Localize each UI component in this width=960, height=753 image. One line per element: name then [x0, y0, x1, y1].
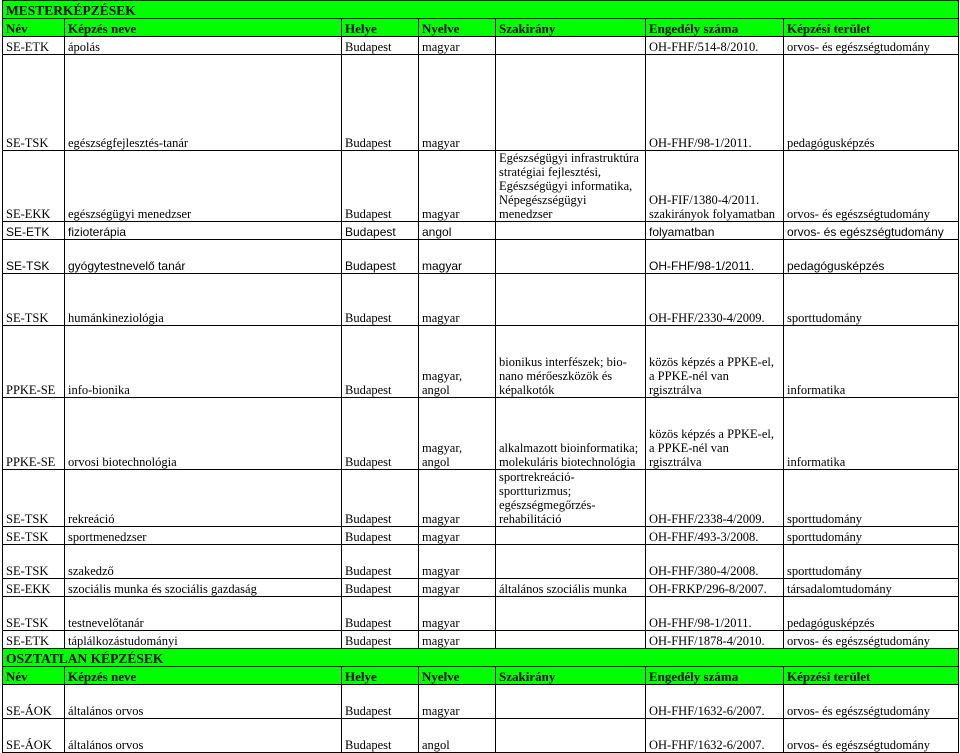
table-cell: orvos- és egészségtudomány — [784, 37, 959, 55]
table-cell: orvos- és egészségtudomány — [784, 631, 959, 649]
table-cell: orvos- és egészségtudomány — [784, 719, 959, 753]
column-header: Szakirány — [496, 19, 646, 37]
table-cell: humánkineziológia — [65, 274, 342, 326]
table-cell: informatika — [784, 398, 959, 470]
column-header: Képzési terület — [784, 19, 959, 37]
table-cell: SE-ÁOK — [3, 685, 65, 719]
table-cell: magyar — [419, 597, 496, 631]
table-cell: OH-FHF/2338-4/2009. — [646, 470, 784, 527]
table-cell: általános orvos — [65, 719, 342, 753]
table-cell: egészségfejlesztés-tanár — [65, 55, 342, 151]
section-title: MESTERKÉPZÉSEK — [3, 1, 959, 19]
table-cell: OH-FHF/98-1/2011. — [646, 597, 784, 631]
table-cell: angol — [419, 222, 496, 240]
table-cell — [496, 222, 646, 240]
table-cell: pedagógusképzés — [784, 55, 959, 151]
table-cell — [496, 240, 646, 274]
table-row — [3, 470, 959, 527]
table-cell: szociális munka és szociális gazdaság — [65, 579, 342, 597]
table-cell: Budapest — [342, 55, 419, 151]
table-cell: OH-FRKP/296-8/2007. — [646, 579, 784, 597]
table-row — [3, 240, 959, 274]
table-row — [3, 151, 959, 222]
table-cell: magyar — [419, 55, 496, 151]
table-cell: sporttudomány — [784, 545, 959, 579]
table-row — [3, 274, 959, 326]
table-cell: magyar — [419, 685, 496, 719]
table-cell: SE-TSK — [3, 545, 65, 579]
table-cell: Budapest — [342, 222, 419, 240]
table-cell: sportrekreáció-sportturizmus; egészségmegőrzés-rehabilitáció — [496, 470, 646, 527]
table-cell: Budapest — [342, 685, 419, 719]
table-cell: magyar, angol — [419, 326, 496, 398]
table-row — [3, 55, 959, 151]
table-cell — [496, 719, 646, 753]
table-cell: SE-ETK — [3, 37, 65, 55]
table-cell: SE-TSK — [3, 470, 65, 527]
training-table — [2, 0, 959, 753]
table-row — [3, 719, 959, 753]
table-cell: informatika — [784, 326, 959, 398]
section-title: OSZTATLAN KÉPZÉSEK — [3, 649, 959, 667]
table-cell: Budapest — [342, 579, 419, 597]
section-title-row — [3, 1, 959, 19]
table-cell: SE-ETK — [3, 631, 65, 649]
table-cell: SE-TSK — [3, 274, 65, 326]
table-cell: egészségügyi menedzser — [65, 151, 342, 222]
table-cell: sporttudomány — [784, 470, 959, 527]
table-cell: orvos- és egészségtudomány — [784, 222, 959, 240]
table-cell: Budapest — [342, 631, 419, 649]
table-cell: közös képzés a PPKE-el, a PPKE-nél van rgisztrálva — [646, 326, 784, 398]
column-header: Név — [3, 667, 65, 685]
table-cell: folyamatban — [646, 222, 784, 240]
table-row — [3, 222, 959, 240]
table-cell: OH-FHF/98-1/2011. — [646, 240, 784, 274]
table-cell — [496, 545, 646, 579]
table-cell: általános orvos — [65, 685, 342, 719]
table-row — [3, 545, 959, 579]
table-cell: magyar — [419, 37, 496, 55]
table-cell: OH-FHF/514-8/2010. — [646, 37, 784, 55]
column-header-row — [3, 667, 959, 685]
table-cell: szakedző — [65, 545, 342, 579]
table-cell: pedagógusképzés — [784, 240, 959, 274]
table-cell: Budapest — [342, 240, 419, 274]
table-cell: magyar — [419, 240, 496, 274]
table-cell: OH-FHF/2330-4/2009. — [646, 274, 784, 326]
table-cell — [496, 631, 646, 649]
table-cell: Budapest — [342, 274, 419, 326]
table-row — [3, 597, 959, 631]
table-cell: magyar — [419, 274, 496, 326]
table-cell: magyar — [419, 545, 496, 579]
table-cell: fizioterápia — [65, 222, 342, 240]
table-row — [3, 685, 959, 719]
table-cell: magyar — [419, 631, 496, 649]
table-cell: sporttudomány — [784, 274, 959, 326]
table-cell: Budapest — [342, 545, 419, 579]
table-cell: sporttudomány — [784, 527, 959, 545]
table-cell — [496, 685, 646, 719]
table-cell: SE-EKK — [3, 579, 65, 597]
table-cell: gyógytestnevelő tanár — [65, 240, 342, 274]
table-cell: OH-FHF/493-3/2008. — [646, 527, 784, 545]
table-cell — [496, 55, 646, 151]
table-cell: OH-FHF/1632-6/2007. — [646, 685, 784, 719]
table-cell: Budapest — [342, 151, 419, 222]
table-cell: orvos- és egészségtudomány — [784, 685, 959, 719]
table-cell: magyar — [419, 527, 496, 545]
column-header: Képzés neve — [65, 19, 342, 37]
table-cell — [496, 37, 646, 55]
table-row — [3, 527, 959, 545]
table-cell: SE-TSK — [3, 55, 65, 151]
table-cell: ápolás — [65, 37, 342, 55]
table-row — [3, 37, 959, 55]
column-header: Képzés neve — [65, 667, 342, 685]
table-cell: társadalomtudomány — [784, 579, 959, 597]
table-cell: Budapest — [342, 527, 419, 545]
table-cell: testnevelőtanár — [65, 597, 342, 631]
column-header: Helye — [342, 667, 419, 685]
table-cell: közös képzés a PPKE-el, a PPKE-nél van rgisztrálva — [646, 398, 784, 470]
table-cell — [496, 274, 646, 326]
table-row — [3, 326, 959, 398]
table-row — [3, 579, 959, 597]
table-cell: PPKE-SE — [3, 326, 65, 398]
table-cell: SE-TSK — [3, 597, 65, 631]
table-cell: Budapest — [342, 398, 419, 470]
column-header: Engedély száma — [646, 667, 784, 685]
table-cell: pedagógusképzés — [784, 597, 959, 631]
table-row — [3, 398, 959, 470]
table-cell: Budapest — [342, 597, 419, 631]
table-cell: SE-TSK — [3, 240, 65, 274]
table-cell: Budapest — [342, 326, 419, 398]
table-cell: rekreáció — [65, 470, 342, 527]
column-header: Helye — [342, 19, 419, 37]
column-header: Engedély száma — [646, 19, 784, 37]
table-cell: magyar — [419, 470, 496, 527]
table-cell: táplálkozástudományi — [65, 631, 342, 649]
table-cell — [496, 527, 646, 545]
table-cell: orvos- és egészségtudomány — [784, 151, 959, 222]
table-cell: SE-TSK — [3, 527, 65, 545]
column-header: Nyelve — [419, 19, 496, 37]
table-cell: sportmenedzser — [65, 527, 342, 545]
table-cell: SE-ETK — [3, 222, 65, 240]
column-header: Szakirány — [496, 667, 646, 685]
table-cell: orvosi biotechnológia — [65, 398, 342, 470]
column-header: Képzési terület — [784, 667, 959, 685]
table-cell: OH-FHF/380-4/2008. — [646, 545, 784, 579]
table-cell — [496, 597, 646, 631]
table-cell: általános szociális munka — [496, 579, 646, 597]
table-cell: Egészségügyi infrastruktúra stratégiai fejlesztési, Egészségügyi informatika, Népegészségügyi menedzser — [496, 151, 646, 222]
table-cell: magyar — [419, 151, 496, 222]
table-cell: info-bionika — [65, 326, 342, 398]
table-cell: OH-FHF/98-1/2011. — [646, 55, 784, 151]
table-cell: alkalmazott bioinformatika; molekuláris biotechnológia — [496, 398, 646, 470]
table-cell: angol — [419, 719, 496, 753]
column-header: Név — [3, 19, 65, 37]
table-cell: Budapest — [342, 719, 419, 753]
table-cell: SE-ÁOK — [3, 719, 65, 753]
table-cell: magyar — [419, 579, 496, 597]
table-row — [3, 631, 959, 649]
table-cell: Budapest — [342, 37, 419, 55]
column-header: Nyelve — [419, 667, 496, 685]
table-cell: OH-FHF/1878-4/2010. — [646, 631, 784, 649]
table-cell: PPKE-SE — [3, 398, 65, 470]
table-cell: bionikus interfészek; bio-nano mérőeszközök és képalkotók — [496, 326, 646, 398]
table-cell: OH-FIF/1380-4/2011. szakirányok folyamatban — [646, 151, 784, 222]
table-cell: OH-FHF/1632-6/2007. — [646, 719, 784, 753]
table-cell: Budapest — [342, 470, 419, 527]
table-cell: magyar, angol — [419, 398, 496, 470]
column-header-row — [3, 19, 959, 37]
table-cell: SE-EKK — [3, 151, 65, 222]
section-title-row — [3, 649, 959, 667]
